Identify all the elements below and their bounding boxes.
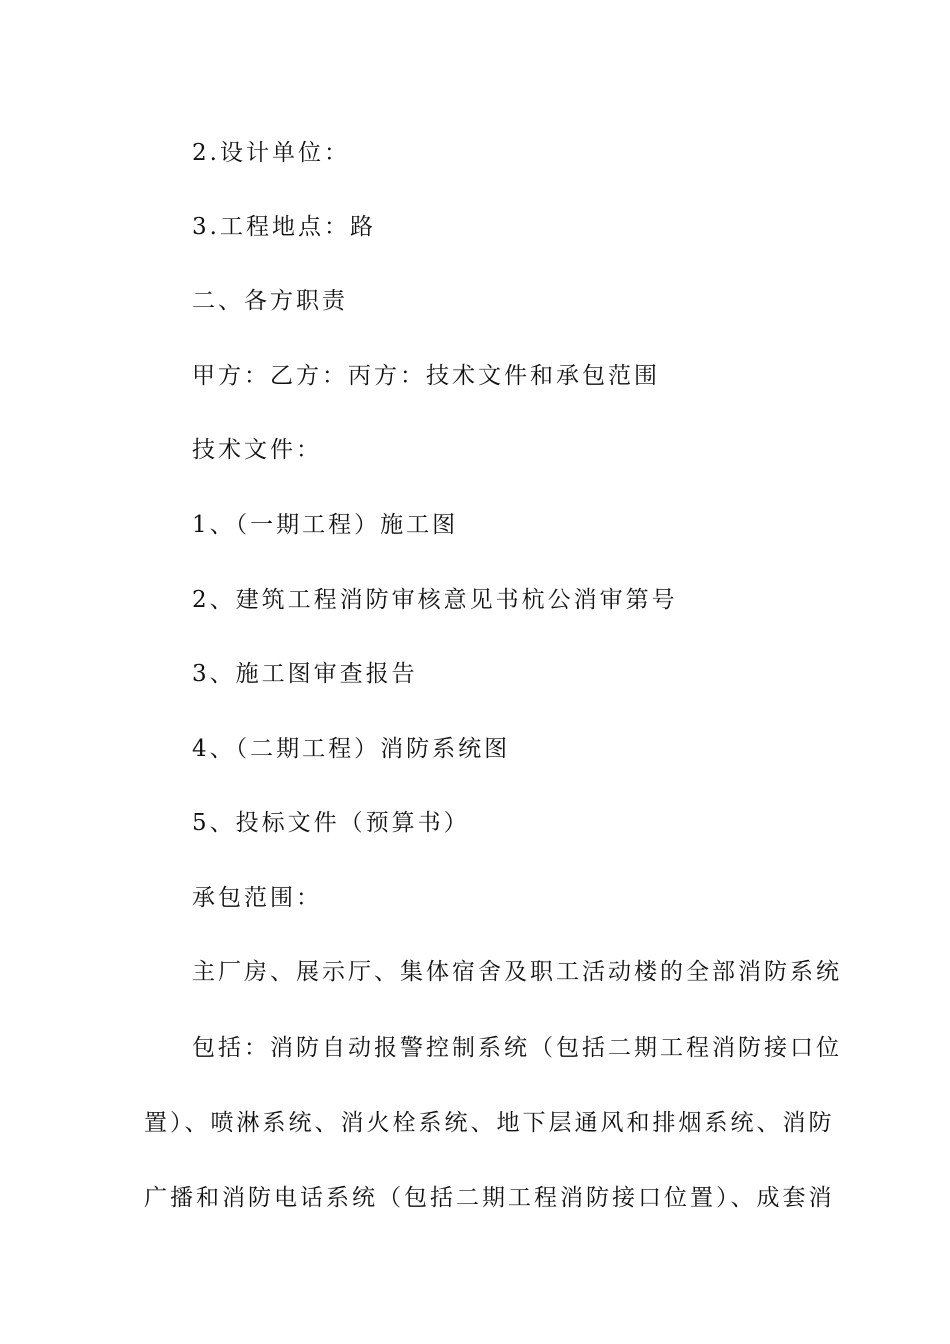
- scope-paragraph-line-2: 包括：消防自动报警控制系统（包括二期工程消防接口位: [192, 1035, 842, 1061]
- parties-line: 甲方：乙方：丙方：技术文件和承包范围: [192, 363, 660, 389]
- scope-heading: 承包范围：: [192, 885, 322, 911]
- scope-paragraph-line-3: 置）、喷淋系统、消火栓系统、地下层通风和排烟系统、消防: [144, 1110, 835, 1136]
- design-unit-line: 2.设计单位：: [192, 140, 350, 166]
- technical-document-item-2: 2、建筑工程消防审核意见书杭公消审第号: [192, 587, 678, 613]
- section-heading-responsibilities: 二、各方职责: [192, 288, 348, 314]
- project-location-line: 3.工程地点：路: [192, 214, 376, 240]
- technical-document-item-4: 4、（二期工程）消防系统图: [192, 736, 511, 762]
- technical-documents-heading: 技术文件：: [192, 437, 322, 463]
- scope-paragraph-line-4: 广播和消防电话系统（包括二期工程消防接口位置）、成套消: [144, 1185, 835, 1211]
- technical-document-item-5: 5、投标文件（预算书）: [192, 810, 470, 836]
- technical-document-item-1: 1、（一期工程）施工图: [192, 512, 459, 538]
- scope-paragraph-line-1: 主厂房、展示厅、集体宿舍及职工活动楼的全部消防系统: [192, 959, 842, 985]
- technical-document-item-3: 3、施工图审查报告: [192, 661, 418, 687]
